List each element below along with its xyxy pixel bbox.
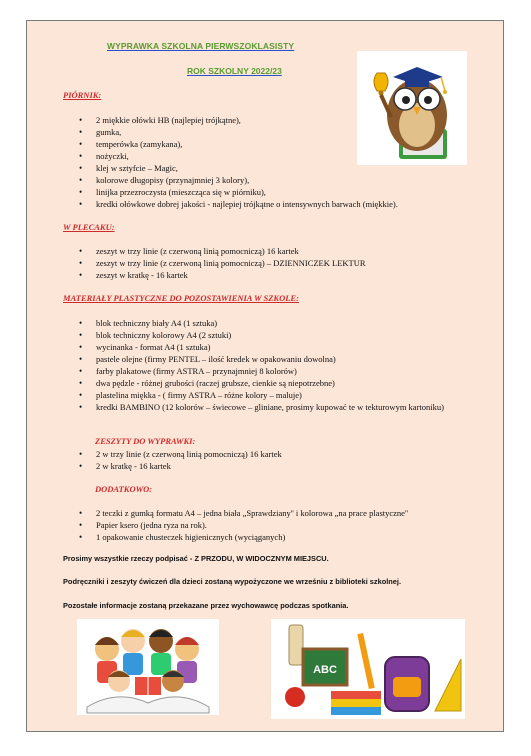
section-heading-dodatkowo: DODATKOWO: xyxy=(95,484,153,494)
document-page xyxy=(26,20,504,732)
section-heading-zeszyty: ZESZYTY DO WYPRAWKI: xyxy=(95,436,196,446)
school-supplies-icon xyxy=(271,619,465,719)
note-books: Podręczniki i zeszyty ćwiczeń dla dzieci zostaną wypożyczone we wrześniu z biblioteki szkolnej. xyxy=(63,577,402,586)
note-info: Pozostałe informacje zostaną przekazane przez wychowawcę podczas spotkania. xyxy=(63,601,349,610)
list-item: • zeszyt w kratkę - 16 kartek xyxy=(96,269,366,281)
list-item: • plastelina miękka - ( firmy ASTRA – różne kolory – maluje) xyxy=(96,389,476,401)
document-title: WYPRAWKA SZKOLNA PIERWSZOKLASISTY xyxy=(107,41,295,51)
list-item: • temperówka (zamykana), xyxy=(96,138,398,150)
list-item: • farby plakatowe (firmy ASTRA – przynajmniej 8 kolorów) xyxy=(96,365,476,377)
list-item: • kredki ołówkowe dobrej jakości - najlepiej trójkątne o intensywnych barwach (miękkie). xyxy=(96,198,398,210)
chalkboard-text: ABC xyxy=(313,664,337,676)
materialy-list xyxy=(96,317,476,425)
section-heading-piornik: PIÓRNIK: xyxy=(63,90,102,100)
list-item: • 2 miękkie ołówki HB (najlepiej trójkątne), xyxy=(96,114,398,126)
list-item: • dwa pędzle - różnej grubości (raczej grubsze, cienkie są niepotrzebne) xyxy=(96,377,476,389)
list-item: • klej w sztyfcie – Magic, xyxy=(96,162,398,174)
school-year: ROK SZKOLNY 2022/23 xyxy=(187,66,282,76)
list-item: • 2 teczki z gumką formatu A4 – jedna biała „Sprawdziany'' i kolorowa „na prace plastyczne'' xyxy=(96,507,408,519)
list-item: • 1 opakowanie chusteczek higienicznych (wyciąganych) xyxy=(96,531,408,543)
list-item: • zeszyt w trzy linie (z czerwoną linią pomocniczą) 16 kartek xyxy=(96,245,366,257)
piornik-list xyxy=(96,114,398,210)
list-item: • blok techniczny biały A4 (1 sztuka) xyxy=(96,317,476,329)
section-heading-plecak: W PLECAKU: xyxy=(63,222,115,232)
list-item: • wycinanka - format A4 (1 sztuka) xyxy=(96,341,476,353)
list-item: • 2 w kratkę - 16 kartek xyxy=(96,460,282,472)
list-item: • gumka, xyxy=(96,126,398,138)
list-item: • blok techniczny kolorowy A4 (2 sztuki) xyxy=(96,329,476,341)
zeszyty-list xyxy=(96,448,282,472)
children-reading-illustration xyxy=(77,619,219,715)
dodatkowo-list xyxy=(96,507,408,543)
list-item: • pastele olejne (firmy PENTEL – ilość kredek w opakowaniu dowolna) xyxy=(96,353,476,365)
school-supplies-illustration xyxy=(271,619,465,719)
list-item: • kolorowe długopisy (przynajmniej 3 kolory), xyxy=(96,174,398,186)
list-item: • nożyczki, xyxy=(96,150,398,162)
list-item: • 2 w trzy linie (z czerwoną linią pomocniczą) 16 kartek xyxy=(96,448,282,460)
list-item: • zeszyt w trzy linie (z czerwoną linią pomocniczą) – DZIENNICZEK LEKTUR xyxy=(96,257,366,269)
note-sign-items: Prosimy wszystkie rzeczy podpisać - Z PRZODU, W WIDOCZNYM MIEJSCU. xyxy=(63,554,329,563)
list-item: • Papier ksero (jedna ryza na rok). xyxy=(96,519,408,531)
list-item: • kredki BAMBINO (12 kolorów – świecowe – gliniane, prosimy kupować te w tekturowym kartoniku) xyxy=(96,401,476,425)
plecak-list xyxy=(96,245,366,281)
children-icon xyxy=(77,619,219,715)
list-item: • linijka przezroczysta (mieszcząca się w piórniku), xyxy=(96,186,398,198)
section-heading-materialy: MATERIAŁY PLASTYCZNE DO POZOSTAWIENIA W SZKOLE: xyxy=(63,293,299,303)
